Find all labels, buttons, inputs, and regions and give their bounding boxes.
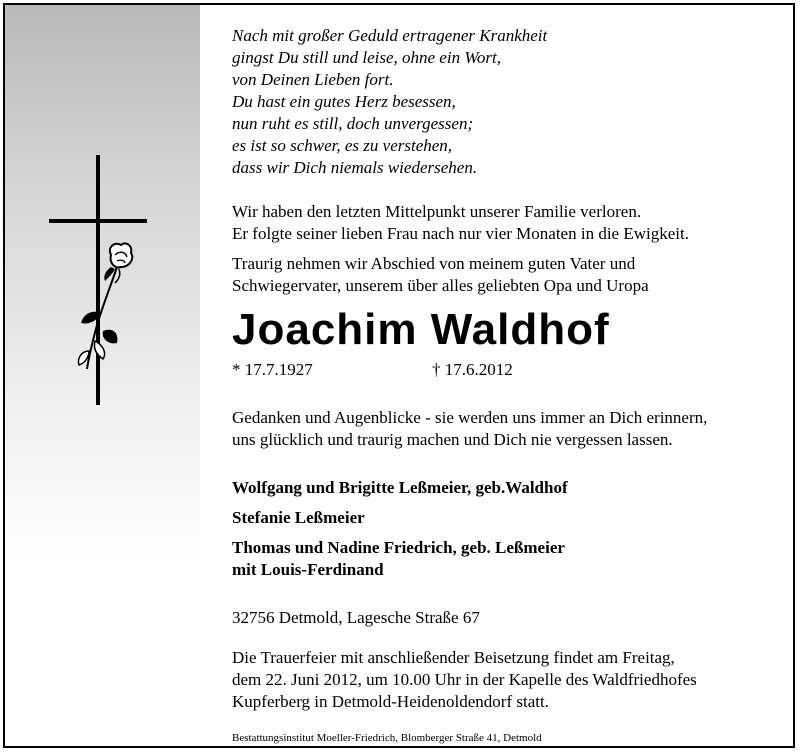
mourner-group — [232, 507, 792, 529]
deceased-name: Joachim Waldhof — [232, 305, 610, 354]
funeral-line: dem 22. Juni 2012, um 10.00 Uhr in der Kapelle des Waldfriedhofes — [232, 670, 697, 689]
farewell-line: Schwiegervater, unserem über alles geliebten Opa und Uropa — [232, 276, 649, 295]
funeral-line: Die Trauerfeier mit anschließender Beisetzung findet am Freitag, — [232, 648, 675, 667]
obituary-notice — [3, 3, 795, 748]
poem-line: von Deinen Lieben fort. — [232, 70, 394, 89]
memories-line: uns glücklich und traurig machen und Dich nie vergessen lassen. — [232, 430, 673, 449]
intro-paragraph — [232, 201, 792, 245]
poem-line: Du hast ein gutes Herz besessen, — [232, 92, 456, 111]
undertaker-note: Bestattungsinstitut Moeller-Friedrich, Blomberger Straße 41, Detmold — [232, 732, 542, 744]
mourner-line: Thomas und Nadine Friedrich, geb. Leßmeier — [232, 538, 565, 557]
poem-line: es ist so schwer, es zu verstehen, — [232, 136, 453, 155]
farewell-line: Traurig nehmen wir Abschied von meinem guten Vater und — [232, 254, 636, 273]
birth-date: * 17.7.1927 — [232, 360, 313, 379]
funeral-line: Kupferberg in Detmold-Heidenoldendorf statt. — [232, 692, 549, 711]
poem — [232, 25, 792, 179]
farewell-paragraph — [232, 253, 792, 297]
mourner-line: Stefanie Leßmeier — [232, 508, 365, 527]
death-date: † 17.6.2012 — [432, 360, 513, 379]
poem-line: gingst Du still und leise, ohne ein Wort, — [232, 48, 502, 67]
cross-with-rose-icon — [45, 155, 155, 405]
poem-line: dass wir Dich niemals wiedersehen. — [232, 158, 478, 177]
mourner-group — [232, 537, 792, 581]
mourner-line: Wolfgang und Brigitte Leßmeier, geb.Waldhof — [232, 478, 568, 497]
intro-line: Er folgte seiner lieben Frau nach nur vier Monaten in die Ewigkeit. — [232, 224, 689, 243]
funeral-paragraph — [232, 647, 792, 713]
mourner-line: mit Louis-Ferdinand — [232, 560, 384, 579]
life-dates — [232, 359, 792, 381]
poem-line: Nach mit großer Geduld ertragener Krankheit — [232, 26, 548, 45]
obituary-text — [232, 25, 792, 745]
memories-paragraph — [232, 407, 792, 451]
poem-line: nun ruht es still, doch unvergessen; — [232, 114, 474, 133]
address: 32756 Detmold, Lagesche Straße 67 — [232, 608, 480, 627]
intro-line: Wir haben den letzten Mittelpunkt unserer Familie verloren. — [232, 202, 642, 221]
memories-line: Gedanken und Augenblicke - sie werden uns immer an Dich erinnern, — [232, 408, 708, 427]
mourner-group — [232, 477, 792, 499]
